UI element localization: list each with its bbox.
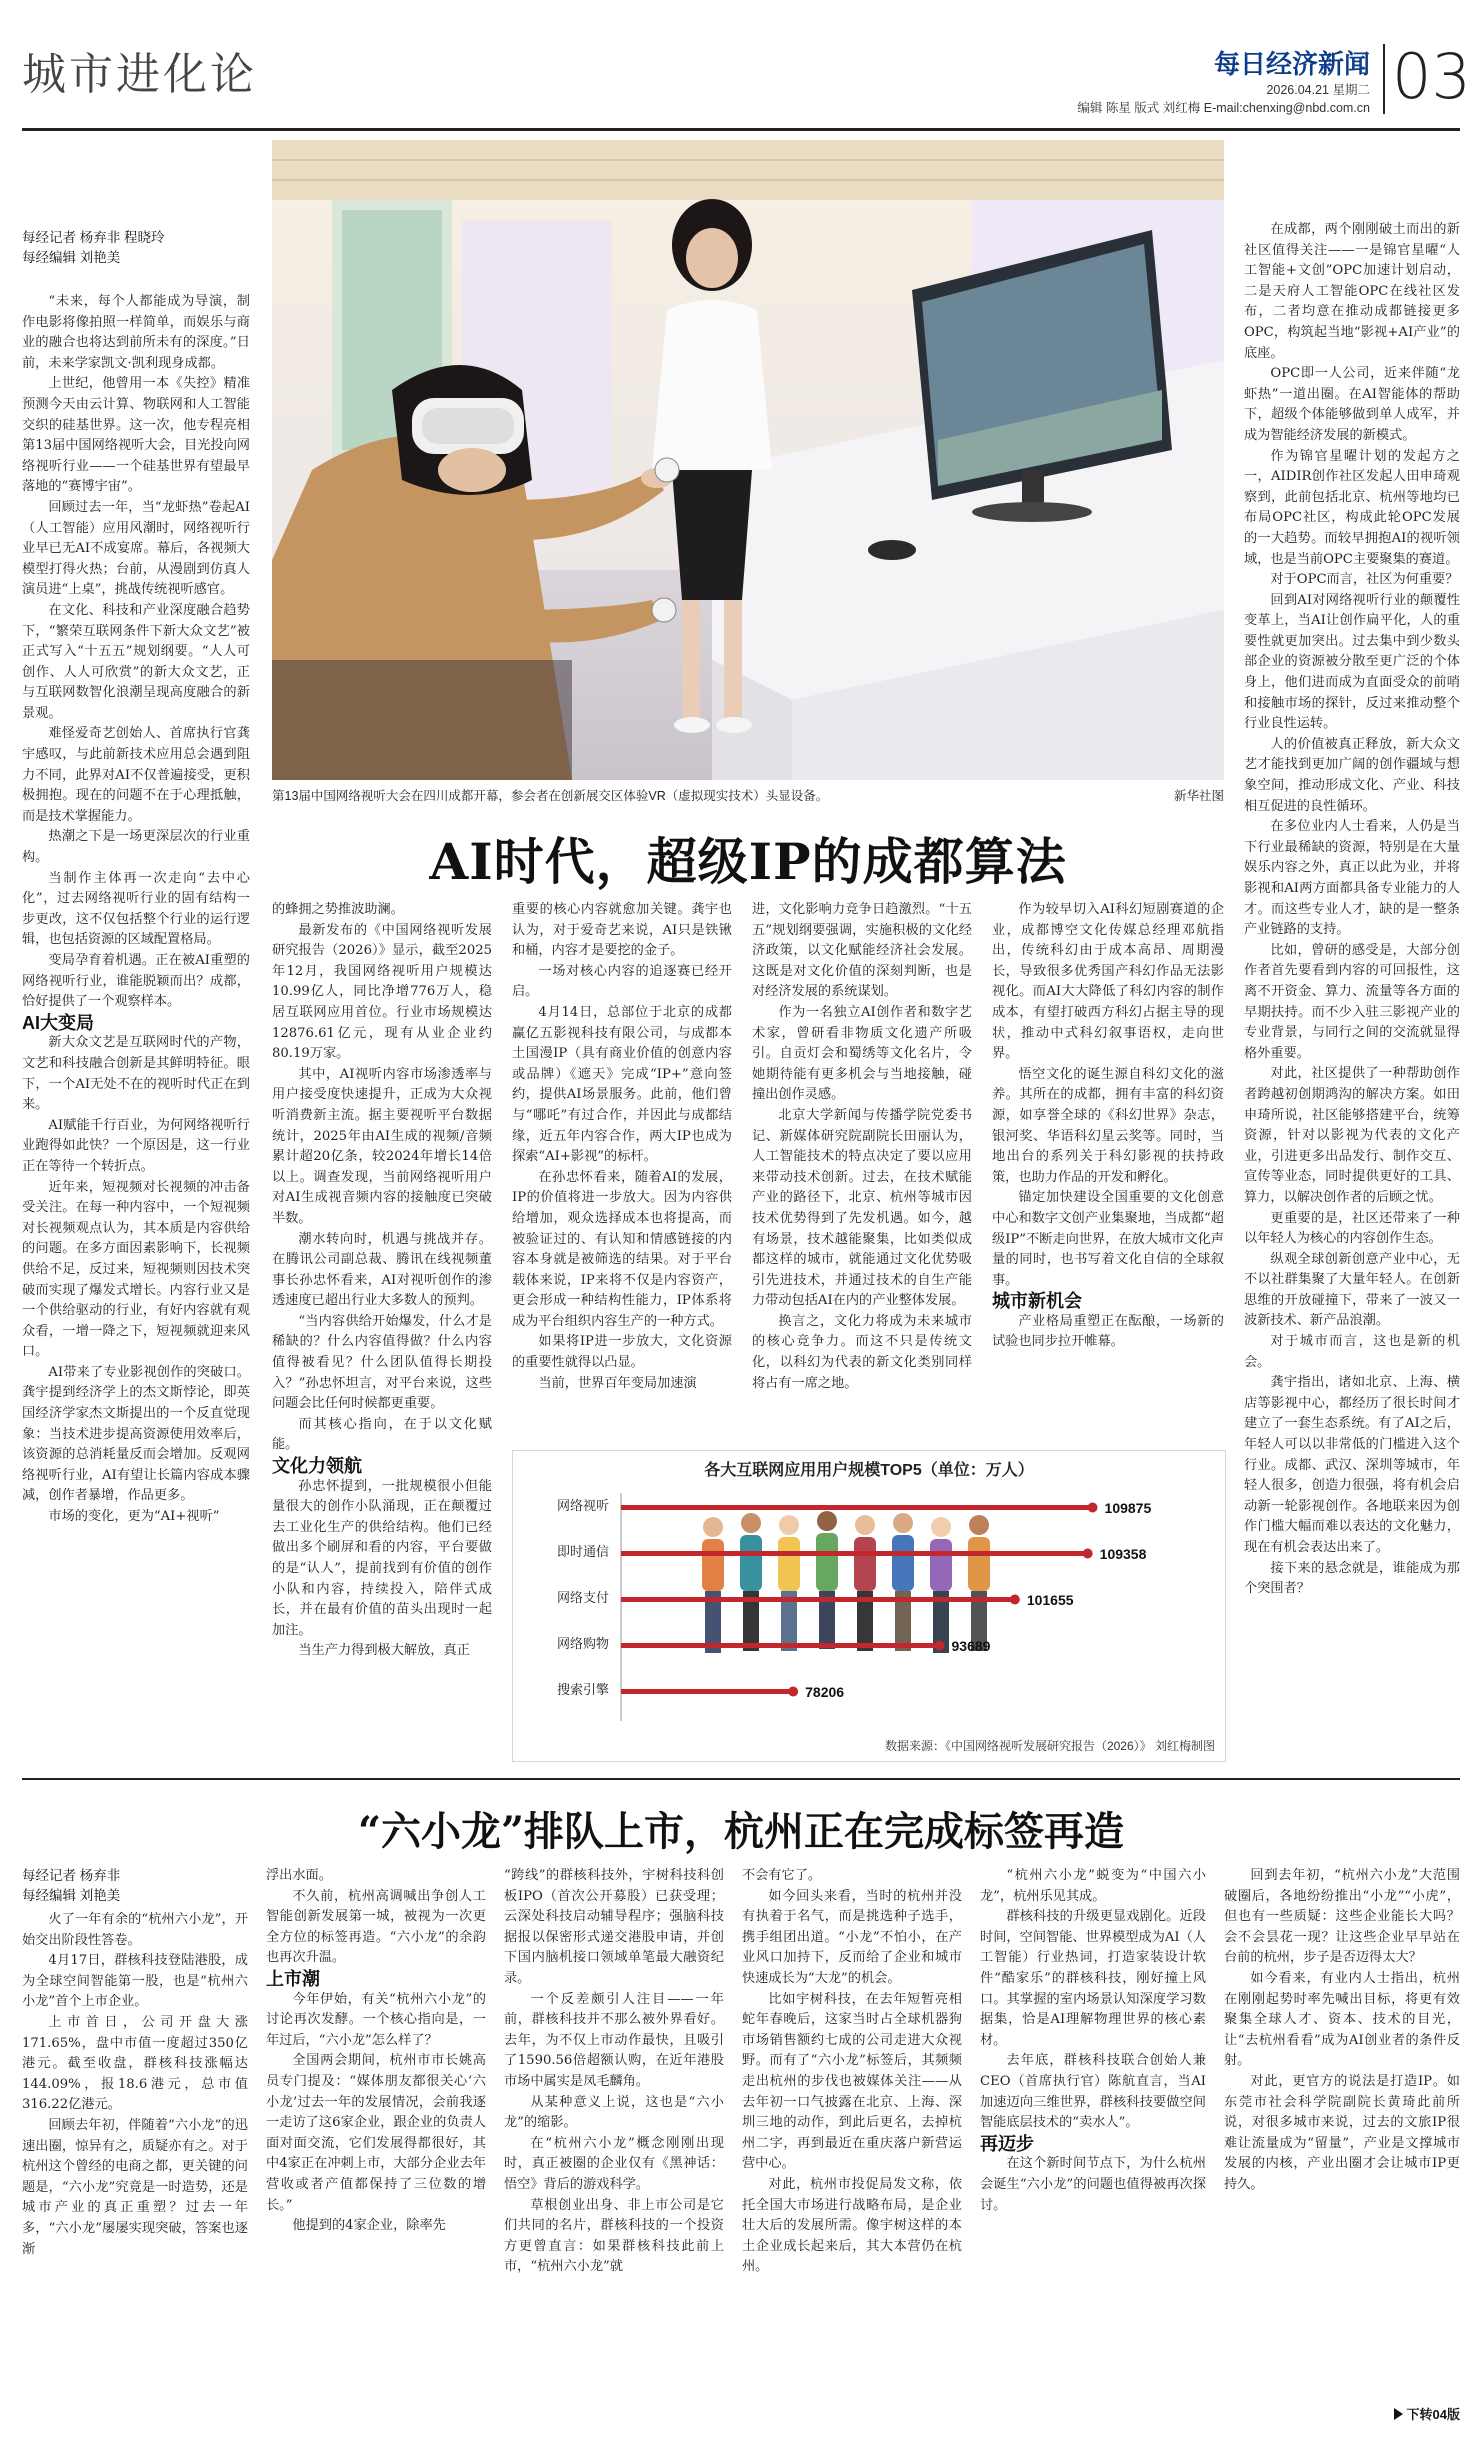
paragraph: 龚宇指出，诸如北京、上海、横店等影视中心，都经历了很长时间才建立了一套生态系统。有了AI之后，年轻人可以以非常低的门槛进入这个行业。成都、武汉、深圳等城市，年轻人很多，创造力很强，将有机会启动新一轮影视创作。各地联来因为创作门槛大幅而难以表达的文化魅力，现在有机会表达出来了。 bbox=[1244, 1375, 1460, 1555]
paragraph: 人的价值被真正释放，新大众文艺才能找到更加广阔的创作疆域与想象空间，推动形成文化、产业、科技相互促进的良性循环。 bbox=[1244, 736, 1460, 814]
triangle-right-icon bbox=[1394, 2408, 1403, 2420]
subheading-culture: 文化力领航 bbox=[272, 1456, 362, 1477]
article2-column-6 bbox=[1224, 1866, 1460, 2386]
paragraph: 回到去年初，“杭州六小龙”大范围破圈后，各地纷纷推出“小龙”“小虎”，但也有一些质疑：这些企业能长大吗？会不会昙花一现？让这些企业早早站在台前的杭州，步子是否迈得太大？ bbox=[1224, 1868, 1460, 1966]
paragraph: 如今看来，有业内人士指出，杭州在刚刚起势时率先喊出目标，将更有效聚集全球人才、资本、技术的目光，让“去杭州看看”成为AI创业者的条件反射。 bbox=[1224, 1970, 1460, 2069]
paragraph: 而其核心指向，在于以文化赋能。 bbox=[272, 1416, 492, 1453]
paragraph: 他提到的4家企业，除率先 bbox=[292, 2218, 446, 2234]
paragraph: 当生产力得到极大解放，真正 bbox=[298, 1643, 470, 1659]
category-label: 即时通信 bbox=[556, 1544, 609, 1559]
paragraph: AI赋能千行百业，为何网络视听行业跑得如此快？一个原因是，这一行业正在等待一个转折点。 bbox=[22, 1117, 250, 1174]
paragraph: 纵观全球创新创意产业中心，无不以社群集聚了大量年轻人。在创新思维的开放碰撞下，带来了一波又一波新技术、新产品浪潮。 bbox=[1244, 1251, 1460, 1329]
header-rule bbox=[22, 128, 1460, 131]
paragraph: 4月14日，总部位于北京的成都赢亿五影视科技有限公司，与成都本土国漫IP（具有商业价值的创意内容或品牌）《遮天》完成“IP+”意向签约，提供AI场景服务。此前，他们曾与“哪吒”有过合作，并因此与成都结缘，近五年内容合作，两大IP也成为探索“AI+影视”的标杆。 bbox=[512, 1004, 732, 1165]
value-label: 78206 bbox=[805, 1684, 845, 1700]
value-label: 109358 bbox=[1099, 1546, 1147, 1562]
paragraph: 草根创业出身、非上市公司是它们共同的名片，群核科技的一个投资方更曾直言：如果群核科技此前上市，“杭州六小龙”就 bbox=[504, 2197, 724, 2275]
paragraph: 近年来，短视频对长视频的冲击备受关注。在每一种内容中，一个短视频对长视频观点认为，其本质是内容供给的问题。在多方面因素影响下，长视频供给不足，反过来，短视频则因技术突破而实现了爆发式增长。内容行业又是一个供给驱动的行业，有好内容就有观众看，一增一降之下，短视频就迎来风口。 bbox=[22, 1179, 250, 1360]
category-label: 网络视听 bbox=[556, 1498, 609, 1513]
bar-chart bbox=[513, 1485, 1225, 1743]
paragraph: 新大众文艺是互联网时代的产物，文艺和科技融合创新是其鲜明特征。眼下，一个AI无处不在的视听时代正在到来。 bbox=[22, 1035, 250, 1113]
paragraph: 一个反差颇引人注目——一年前，群核科技并不那么被外界看好。去年，为不仅上市动作最快，且吸引了1590.56倍超额认购，在近年港股市场中属实是凤毛麟角。 bbox=[504, 1991, 724, 2089]
paragraph: 在文化、科技和产业深度融合趋势下，“繁荣互联网条件下新大众文艺”被正式写入“十五五”规划纲要。“人人可创作、人人可欣赏”的新大众文艺，正与互联网数智化浪潮呈现高度融合的新景观。 bbox=[22, 602, 250, 721]
category-label: 网络购物 bbox=[556, 1636, 609, 1651]
paragraph: 比如宇树科技，在去年短暂亮相蛇年春晚后，这家当时占全球机器狗市场销售额约七成的公司走进大众视野。而有了“六小龙”标签后，其频频走出杭州的步伐也被媒体关注——从去年初一口气披露在北京、上海、深圳三地的动作，到此后更名，去掉杭州二字，再到最近在重庆落户新营运营中心。 bbox=[742, 1991, 962, 2172]
article1-column-4 bbox=[752, 900, 972, 1438]
paragraph: “当内容供给开始爆发，什么才是稀缺的？什么内容值得做？什么内容值得被看见？什么团队值得长期投入？”孙忠怀坦言，对平台来说，这些问题会比任何时候都更重要。 bbox=[272, 1313, 492, 1412]
paragraph: “杭州六小龙”蜕变为“中国六小龙”，杭州乐见其成。 bbox=[980, 1868, 1206, 1904]
paragraph: 进，文化影响力竞争日趋激烈。“十五五”规划纲要强调，实施积极的文化经济政策，以文化赋能经济社会发展。这既是对文化价值的深刻判断，也是对经济发展的系统谋划。 bbox=[752, 902, 972, 1000]
paragraph: 4月17日，群核科技登陆港股，成为全球空间智能第一股，也是“杭州六小龙”首个上市企业。 bbox=[22, 1953, 248, 2010]
paragraph: 作为一名独立AI创作者和数字艺术家，曾研看非物质文化遗产所吸引。自贡灯会和蜀绣等文化名片，令她期待能有更多机会与当地接触，碰撞出创作灵感。 bbox=[752, 1004, 972, 1103]
paragraph: 变局孕育着机遇。正在被AI重塑的网络视听行业，谁能脱颖而出？成都，恰好提供了一个观察样本。 bbox=[22, 953, 250, 1010]
paragraph: 最新发布的《中国网络视听发展研究报告（2026）》显示，截至2025年12月，我国网络视听用户规模达10.99亿人，同比净增776万人，稳居互联网应用首位。行业市场规模达12876.61亿元，现有从业企业约80.19万家。 bbox=[272, 922, 492, 1062]
bar bbox=[621, 1551, 1088, 1556]
value-label: 93689 bbox=[951, 1638, 991, 1654]
paragraph: 市场的变化，更为“AI+视听” bbox=[48, 1509, 220, 1525]
category-label: 网络支付 bbox=[556, 1590, 609, 1605]
paragraph: 热潮之下是一场更深层次的行业重构。 bbox=[22, 829, 250, 866]
chart-title: 各大互联网应用用户规模TOP5（单位：万人） bbox=[704, 1462, 1034, 1479]
category-label: 搜索引擎 bbox=[556, 1682, 609, 1697]
issue-date: 2026.04.21 星期二 bbox=[1266, 83, 1370, 97]
article1-byline bbox=[22, 228, 250, 268]
paragraph: “未来，每个人都能成为导演，制作电影将像拍照一样简单，而娱乐与商业的融合也将达到前所未有的深度。”日前，未来学家凯文·凯利现身成都。 bbox=[22, 294, 250, 371]
article1-column-3 bbox=[512, 900, 732, 1438]
paragraph: 的蜂拥之势推波助澜。 bbox=[272, 902, 404, 917]
paragraph: 当制作主体再一次走向“去中心化”，过去网络视听行业的固有结构一步更改，这不仅包括整个行业的运行逻辑，也包括资源的区域配置格局。 bbox=[22, 870, 250, 948]
photo-caption: 第13届中国网络视听大会在四川成都开幕，参会者在创新展交区体验VR（虚拟现实技术）头显设备。 bbox=[272, 789, 829, 803]
subheading-next-step: 再迈步 bbox=[980, 2133, 1034, 2154]
paragraph: 孙忠怀提到，一批规模很小但能量很大的创作小队涌现，正在颠覆过去工业化生产的供给结构。他们已经做出多个刷屏和看的内容，平台要做的是“认人”，提前找到有价值的创作小队和内容，持续投入，陪伴式成长，并在最有价值的苗头出现时一起加注。 bbox=[272, 1478, 492, 1638]
article-separator bbox=[22, 1778, 1460, 1780]
paragraph: 换言之，文化力将成为未来城市的核心竞争力。而这不只是传统文化，以科幻为代表的新文化类别同样将占有一席之地。 bbox=[752, 1313, 972, 1391]
subheading-ai-change: AI大变局 bbox=[22, 1012, 94, 1033]
paragraph: 对此，更官方的说法是打造IP。如东莞市社会科学院副院长黄琦此前所说，对很多城市来说，过去的文旅IP很难让流量成为“留量”，产业是文撑城市发展的内核，产业出圈才会让城市IP更持久。 bbox=[1224, 2073, 1460, 2192]
paragraph: 火了一年有余的“杭州六小龙”，开始交出阶段性答卷。 bbox=[22, 1912, 248, 1948]
paragraph: 群核科技的升级更显戏剧化。近段时间，空间智能、世界模型成为AI（人工智能）行业热词，打造家装设计软件“酷家乐”的群核科技，刚好撞上风口。其掌握的室内场景认知深度学习数据集，恰是AI理解物理世界的核心素材。 bbox=[980, 1909, 1206, 2048]
paragraph: 北京大学新闻与传播学院党委书记、新媒体研究院副院长田丽认为，人工智能技术的特点决定了要以应用来带动技术创新。过去，在技术赋能产业的路径下，北京、杭州等城市因技术优势得到了先发机遇。如今，越有场景，技术越能聚集，比如类似成都这样的城市，就能通过文化优势吸引先进技术，并通过技术的自生产能力带动包括AI在内的产业整体发展。 bbox=[752, 1107, 972, 1309]
article1-photo bbox=[272, 140, 1224, 780]
bar bbox=[621, 1689, 793, 1694]
paragraph: 在成都，两个刚刚破土而出的新社区值得关注——一是锦官星曜“人工智能+文创”OPC加速计划启动，二是天府人工智能OPC在线社区发布，二者均意在推动成都链接更多OPC，构筑起当地“影视+AI产业”的底座。 bbox=[1244, 222, 1460, 361]
paragraph: 其中，AI视听内容市场渗透率与用户接受度快速提升，正成为大众视听消费新主流。据主要视听平台数据统计，2025年由AI生成的视频/音频累计超20亿条，较2024年增长14倍以上。调查发现，当前网络视听用户对AI生成视音频内容的接触度已突破半数。 bbox=[272, 1066, 492, 1226]
paragraph: 如果将IP进一步放大，文化资源的重要性就得以凸显。 bbox=[512, 1334, 732, 1371]
paragraph: 今年伊始，有关“杭州六小龙”的讨论再次发酵。一个核心指向是，一年过后，“六小龙”怎么样了？ bbox=[266, 1991, 486, 2048]
paragraph: 对此，社区提供了一种帮助创作者跨越初创期鸿沟的解决方案。如田申琦所说，社区能够搭建平台，统筹资源，针对以影视为代表的文化产业，引进更多出品发行、制作交互、宣传等业态，同时提供更好的工具、算力，以解决创作者的后顾之忧。 bbox=[1244, 1066, 1460, 1205]
paragraph: 全国两会期间，杭州市市长姚高员专门提及：“媒体朋友都很关心‘六小龙’过去一年的发展情况，会前我逐一走访了这6家企业，跟企业的负责人面对面交流，它们发展得都很好，其中4家正在冲刺上市，大部分企业去年营收或者产值都保持了三位数的增长。” bbox=[266, 2053, 486, 2213]
article2-column-1 bbox=[22, 1910, 248, 2430]
article2-column-4 bbox=[742, 1866, 962, 2430]
paragraph: 作为锦官星曜计划的发起方之一，AIDIR创作社区发起人田申琦观察到，此前包括北京、杭州等地均已布局OPC社区，构成此轮OPC发展的一大趋势。而较早拥抱AI的视听领域，也是当前OPC主要聚集的赛道。 bbox=[1244, 448, 1460, 567]
bar-end-dot bbox=[935, 1641, 945, 1651]
paragraph: 如今回头来看，当时的杭州并没有执着于名气，而是挑选种子选手，携手组团出道。“小龙”不怕小，在产业风口加持下，反而给了企业和城市快速成长为“大龙”的机会。 bbox=[742, 1888, 962, 1986]
paragraph: 对于OPC而言，社区为何重要？ bbox=[1270, 572, 1459, 588]
article1-headline: AI时代，超级IP的成都算法 bbox=[429, 832, 1067, 891]
paragraph: 悟空文化的诞生源自科幻文化的滋养。其所在的成都，拥有丰富的科幻资源，如享誉全球的《科幻世界》杂志，银河奖、华语科幻星云奖等。同时，当地出台的系列关于科幻影视的扶持政策，也助力作品的开发和孵化。 bbox=[992, 1066, 1224, 1185]
paragraph: 一场对核心内容的追逐赛已经开启。 bbox=[512, 963, 732, 1000]
reporter-line: 每经记者 杨弃非 bbox=[22, 1868, 121, 1883]
people-illustration bbox=[702, 1511, 990, 1653]
page-number: 03 bbox=[1392, 40, 1471, 113]
chart-source: 数据来源：《中国网络视听发展研究报告（2026）》 刘红梅制图 bbox=[884, 1739, 1215, 1753]
paragraph: 浮出水面。 bbox=[266, 1868, 332, 1883]
editor-line: 编辑 陈星 版式 刘红梅 E-mail:chenxing@nbd.com.cn bbox=[1077, 101, 1370, 115]
article2-headline: “六小龙”排队上市，杭州正在完成标签再造 bbox=[357, 1808, 1124, 1855]
article1-column-5 bbox=[992, 900, 1224, 1438]
paragraph: 在这个新时间节点下，为什么杭州会诞生“六小龙”的问题也值得被再次探讨。 bbox=[980, 2156, 1206, 2213]
continued-marker[interactable] bbox=[1352, 2404, 1460, 2423]
paragraph: 锚定加快建设全国重要的文化创意中心和数字文创产业集聚地，当成都“超级IP”不断走向世界，在放大城市文化声量的同时，也书写着文化自信的全球叙事。 bbox=[992, 1190, 1224, 1288]
paragraph: 更重要的是，社区还带来了一种以年轻人为核心的内容创作生态。 bbox=[1244, 1210, 1460, 1247]
paragraph: 重要的核心内容就愈加关键。龚宇也认为，对于爱奇艺来说，AI只是铁锹和桶，内容才是要挖的金子。 bbox=[512, 902, 732, 959]
subheading-city-opportunity: 城市新机会 bbox=[992, 1291, 1082, 1312]
chart-panel bbox=[512, 1450, 1226, 1762]
paragraph: OPC即一人公司，近来伴随“龙虾热”一道出圈。在AI智能体的帮助下，超级个体能够做到单人成军，并成为智能经济发展的新模式。 bbox=[1244, 366, 1460, 443]
reporter-line: 每经记者 杨弃非 程晓玲 bbox=[22, 230, 165, 245]
bar-end-dot bbox=[1010, 1595, 1020, 1605]
paragraph: 在多位业内人士看来，人仍是当下行业最稀缺的资源，特别是在大量娱乐内容之外，真正以此为业，并将影视和AI两方面都具备专业能力的人才。而这些专业人才，缺的是一整条产业链路的支持。 bbox=[1244, 819, 1460, 938]
paragraph: 在孙忠怀看来，随着AI的发展，IP的价值将进一步放大。因为内容供给增加，观众选择成本也将提高，而被验证过的、有认知和情感链接的内容本身就是被筛选的结果。对于平台载体来说，IP来将不仅是内容资产，更会形成一种结构性能力，IP体系将成为平台组织内容生产的一种方式。 bbox=[512, 1169, 732, 1329]
paragraph: AI带来了专业影视创作的突破口。龚宇提到经济学上的杰文斯悖论，即英国经济学家杰文斯提出的一个反直觉现象：当技术进步提高资源使用效率后，该资源的总消耗量反而会增加。反观网络视听行业，AI有望让长篇内容成本骤减，创作者暴增，作品更多。 bbox=[22, 1364, 250, 1504]
bar-end-dot bbox=[1083, 1549, 1093, 1559]
article2-column-2 bbox=[266, 1866, 486, 2430]
paragraph: 回到AI对网络视听行业的颠覆性变革上，当AI让创作扁平化，人的重要性就更加突出。过去集中到少数头部企业的资源被分散至更广泛的个体身上，他们进而成为直面受众的前哨和接触市场的探针，反过来推动整个行业良性运转。 bbox=[1244, 592, 1460, 732]
paragraph: 在“杭州六小龙”概念刚刚出现时，真正被圈的企业仅有《黑神话：悟空》背后的游戏科学。 bbox=[504, 2135, 724, 2192]
value-label: 109875 bbox=[1104, 1500, 1152, 1516]
continued-label: 下转04版 bbox=[1406, 2407, 1460, 2422]
paragraph: 回顾去年初，伴随着“六小龙”的迅速出圈，惊异有之，质疑亦有之。对于杭州这个曾经的电商之都，更关键的问题是，“六小龙”究竟是一时造势，还是城市产业的真正重塑？过去一年多，“六小龙”屡屡实现突破，答案也逐渐 bbox=[22, 2117, 248, 2257]
section-title: 城市进化论 bbox=[22, 49, 257, 100]
paragraph: 接下来的悬念就是，谁能成为那个突围者？ bbox=[1244, 1560, 1460, 1597]
bar bbox=[621, 1597, 1015, 1602]
bar-end-dot bbox=[788, 1687, 798, 1697]
article2-column-3 bbox=[504, 1866, 724, 2430]
paragraph: 不会有它了。 bbox=[742, 1868, 822, 1883]
paragraph: 潮水转向时，机遇与挑战并存。在腾讯公司副总裁、腾讯在线视频董事长孙忠怀看来，AI对视听创作的渗透速度已超出行业大多数人的预判。 bbox=[272, 1231, 492, 1309]
paragraph: 从某种意义上说，这也是“六小龙”的缩影。 bbox=[504, 2094, 724, 2131]
article2-column-5 bbox=[980, 1866, 1206, 2430]
paragraph: “跨线”的群核科技外，宇树科技科创板IPO（首次公开募股）已获受理；云深处科技启动辅导程序；强脑科技据报以保密形式递交港股申请，并创下国内脑机接口领域单笔最大融资纪录。 bbox=[504, 1868, 724, 1986]
article1-column-1 bbox=[22, 292, 250, 1762]
paragraph: 对于城市而言，这也是新的机会。 bbox=[1244, 1334, 1460, 1370]
article1-column-6 bbox=[1244, 220, 1460, 1760]
bar bbox=[621, 1505, 1093, 1510]
paragraph: 去年底，群核科技联合创始人兼CEO（首席执行官）陈航直言，当AI加速迈向三维世界，群核科技要做空间智能底层技术的“卖水人”。 bbox=[980, 2053, 1206, 2131]
paragraph: 比如，曾研的感受是，大部分创作者首先要看到内容的可回报性，这离不开资金、算力、流量等各方面的早期扶持。而不少入驻三影视产业的专业背景，与同行之间的交流就显得格外重要。 bbox=[1244, 942, 1460, 1061]
paragraph: 产业格局重塑正在酝酿，一场新的试验也同步拉开帷幕。 bbox=[992, 1313, 1224, 1350]
paragraph: 回顾过去一年，当“龙虾热”卷起AI（人工智能）应用风潮时，网络视听行业早已无AI不成宴席。幕后，各视频大模型打得火热；台前，从漫剧到仿真人演员进“上桌”，挑战传统视听感官。 bbox=[22, 499, 250, 598]
subheading-ipo-wave: 上市潮 bbox=[266, 1968, 320, 1989]
paragraph: 当前，世界百年变局加速演 bbox=[538, 1375, 697, 1391]
article1-column-2 bbox=[272, 900, 492, 1758]
editor-credit-line: 每经编辑 刘艳美 bbox=[22, 250, 121, 265]
paragraph: 作为较早切入AI科幻短剧赛道的企业，成都博空文化传媒总经理邓航指出，传统科幻由于成本高昂、周期漫长，导致很多优秀国产科幻作品无法影视化。而AI大大降低了科幻内容的制作成本，有望打破西方科幻占据主导的现状，推动中式科幻叙事语权，走向世界。 bbox=[992, 902, 1224, 1062]
value-label: 101655 bbox=[1026, 1592, 1074, 1608]
paragraph: 上市首日，公司开盘大涨171.65%，盘中市值一度超过350亿港元。截至收盘，群核科技涨幅达144.09%，报18.6港元，总市值316.22亿港元。 bbox=[22, 2014, 248, 2113]
paragraph: 对此，杭州市投促局发文称，依托全国大市场进行战略布局，是企业壮大后的发展所需。像宇树这样的本土企业成长起来后，其大本营仍在杭州。 bbox=[742, 2176, 962, 2275]
bar-end-dot bbox=[1088, 1503, 1098, 1513]
photo-credit: 新华社图 bbox=[1173, 789, 1224, 803]
bar bbox=[621, 1643, 940, 1648]
paragraph: 不久前，杭州高调喊出争创人工智能创新发展第一城，被视为一次更全方位的标签再造。“六小龙”的余韵也再次升温。 bbox=[266, 1888, 486, 1966]
paper-name: 每日经济新闻 bbox=[1213, 50, 1370, 80]
header-divider bbox=[1383, 44, 1385, 114]
editor-credit-line: 每经编辑 刘艳美 bbox=[22, 1888, 121, 1903]
paragraph: 难怪爱奇艺创始人、首席执行官龚宇感叹，与此前新技术应用总会遇到阻力不同，此界对AI不仅普遍接受，更积极拥抱。现在的问题不在于心理抵触，而是技术掌握能力。 bbox=[22, 726, 250, 824]
article2-byline bbox=[22, 1866, 248, 1906]
paragraph: 上世纪，他曾用一本《失控》精准预测今天由云计算、物联网和人工智能交织的硅基世界。这一次，他专程亮相第13届中国网络视听大会，目光投向网络视听行业——一个硅基世界有望最早落地的“赛博宇宙”。 bbox=[22, 376, 250, 495]
